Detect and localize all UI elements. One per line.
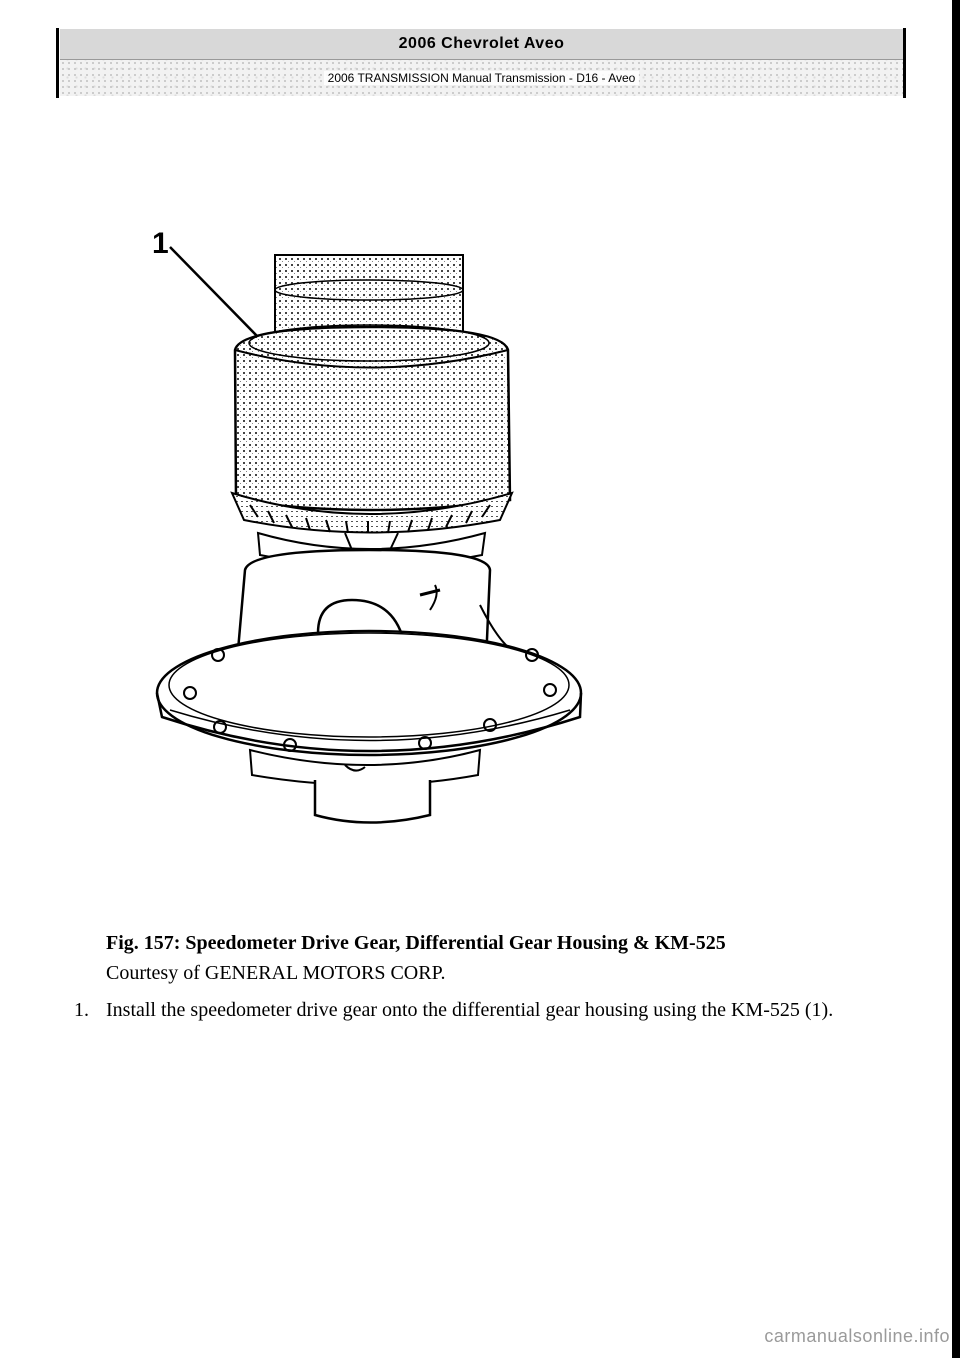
document-title: 2006 Chevrolet Aveo [60, 29, 903, 60]
header-rule-right [903, 28, 906, 98]
housing-neck-notch [345, 533, 398, 550]
figure-caption-credit: Courtesy of GENERAL MOTORS CORP. [106, 962, 446, 984]
procedure-steps [74, 996, 894, 1024]
header-rule-left [56, 28, 59, 98]
lower-bearing-hub [315, 780, 430, 823]
callout-number: 1 [152, 227, 169, 260]
differential-gear-illustration [140, 215, 600, 835]
figure-caption-title: Fig. 157: Speedometer Drive Gear, Differential Gear Housing & KM-525 [106, 932, 726, 954]
page-edge-bar [952, 0, 960, 1358]
callout-leader-line [170, 247, 258, 337]
figure-caption [106, 928, 906, 988]
document-subtitle [60, 60, 903, 96]
footer-watermark: carmanualsonline.info [764, 1326, 950, 1346]
procedure-step [74, 996, 894, 1024]
figure-diagram [140, 215, 600, 835]
step-text: Install the speedometer drive gear onto the differential gear housing using the KM-525 (1). [106, 999, 834, 1021]
document-subtitle-text: 2006 TRANSMISSION Manual Transmission - D16 - Aveo [324, 71, 640, 85]
step-number: 1. [74, 999, 89, 1021]
